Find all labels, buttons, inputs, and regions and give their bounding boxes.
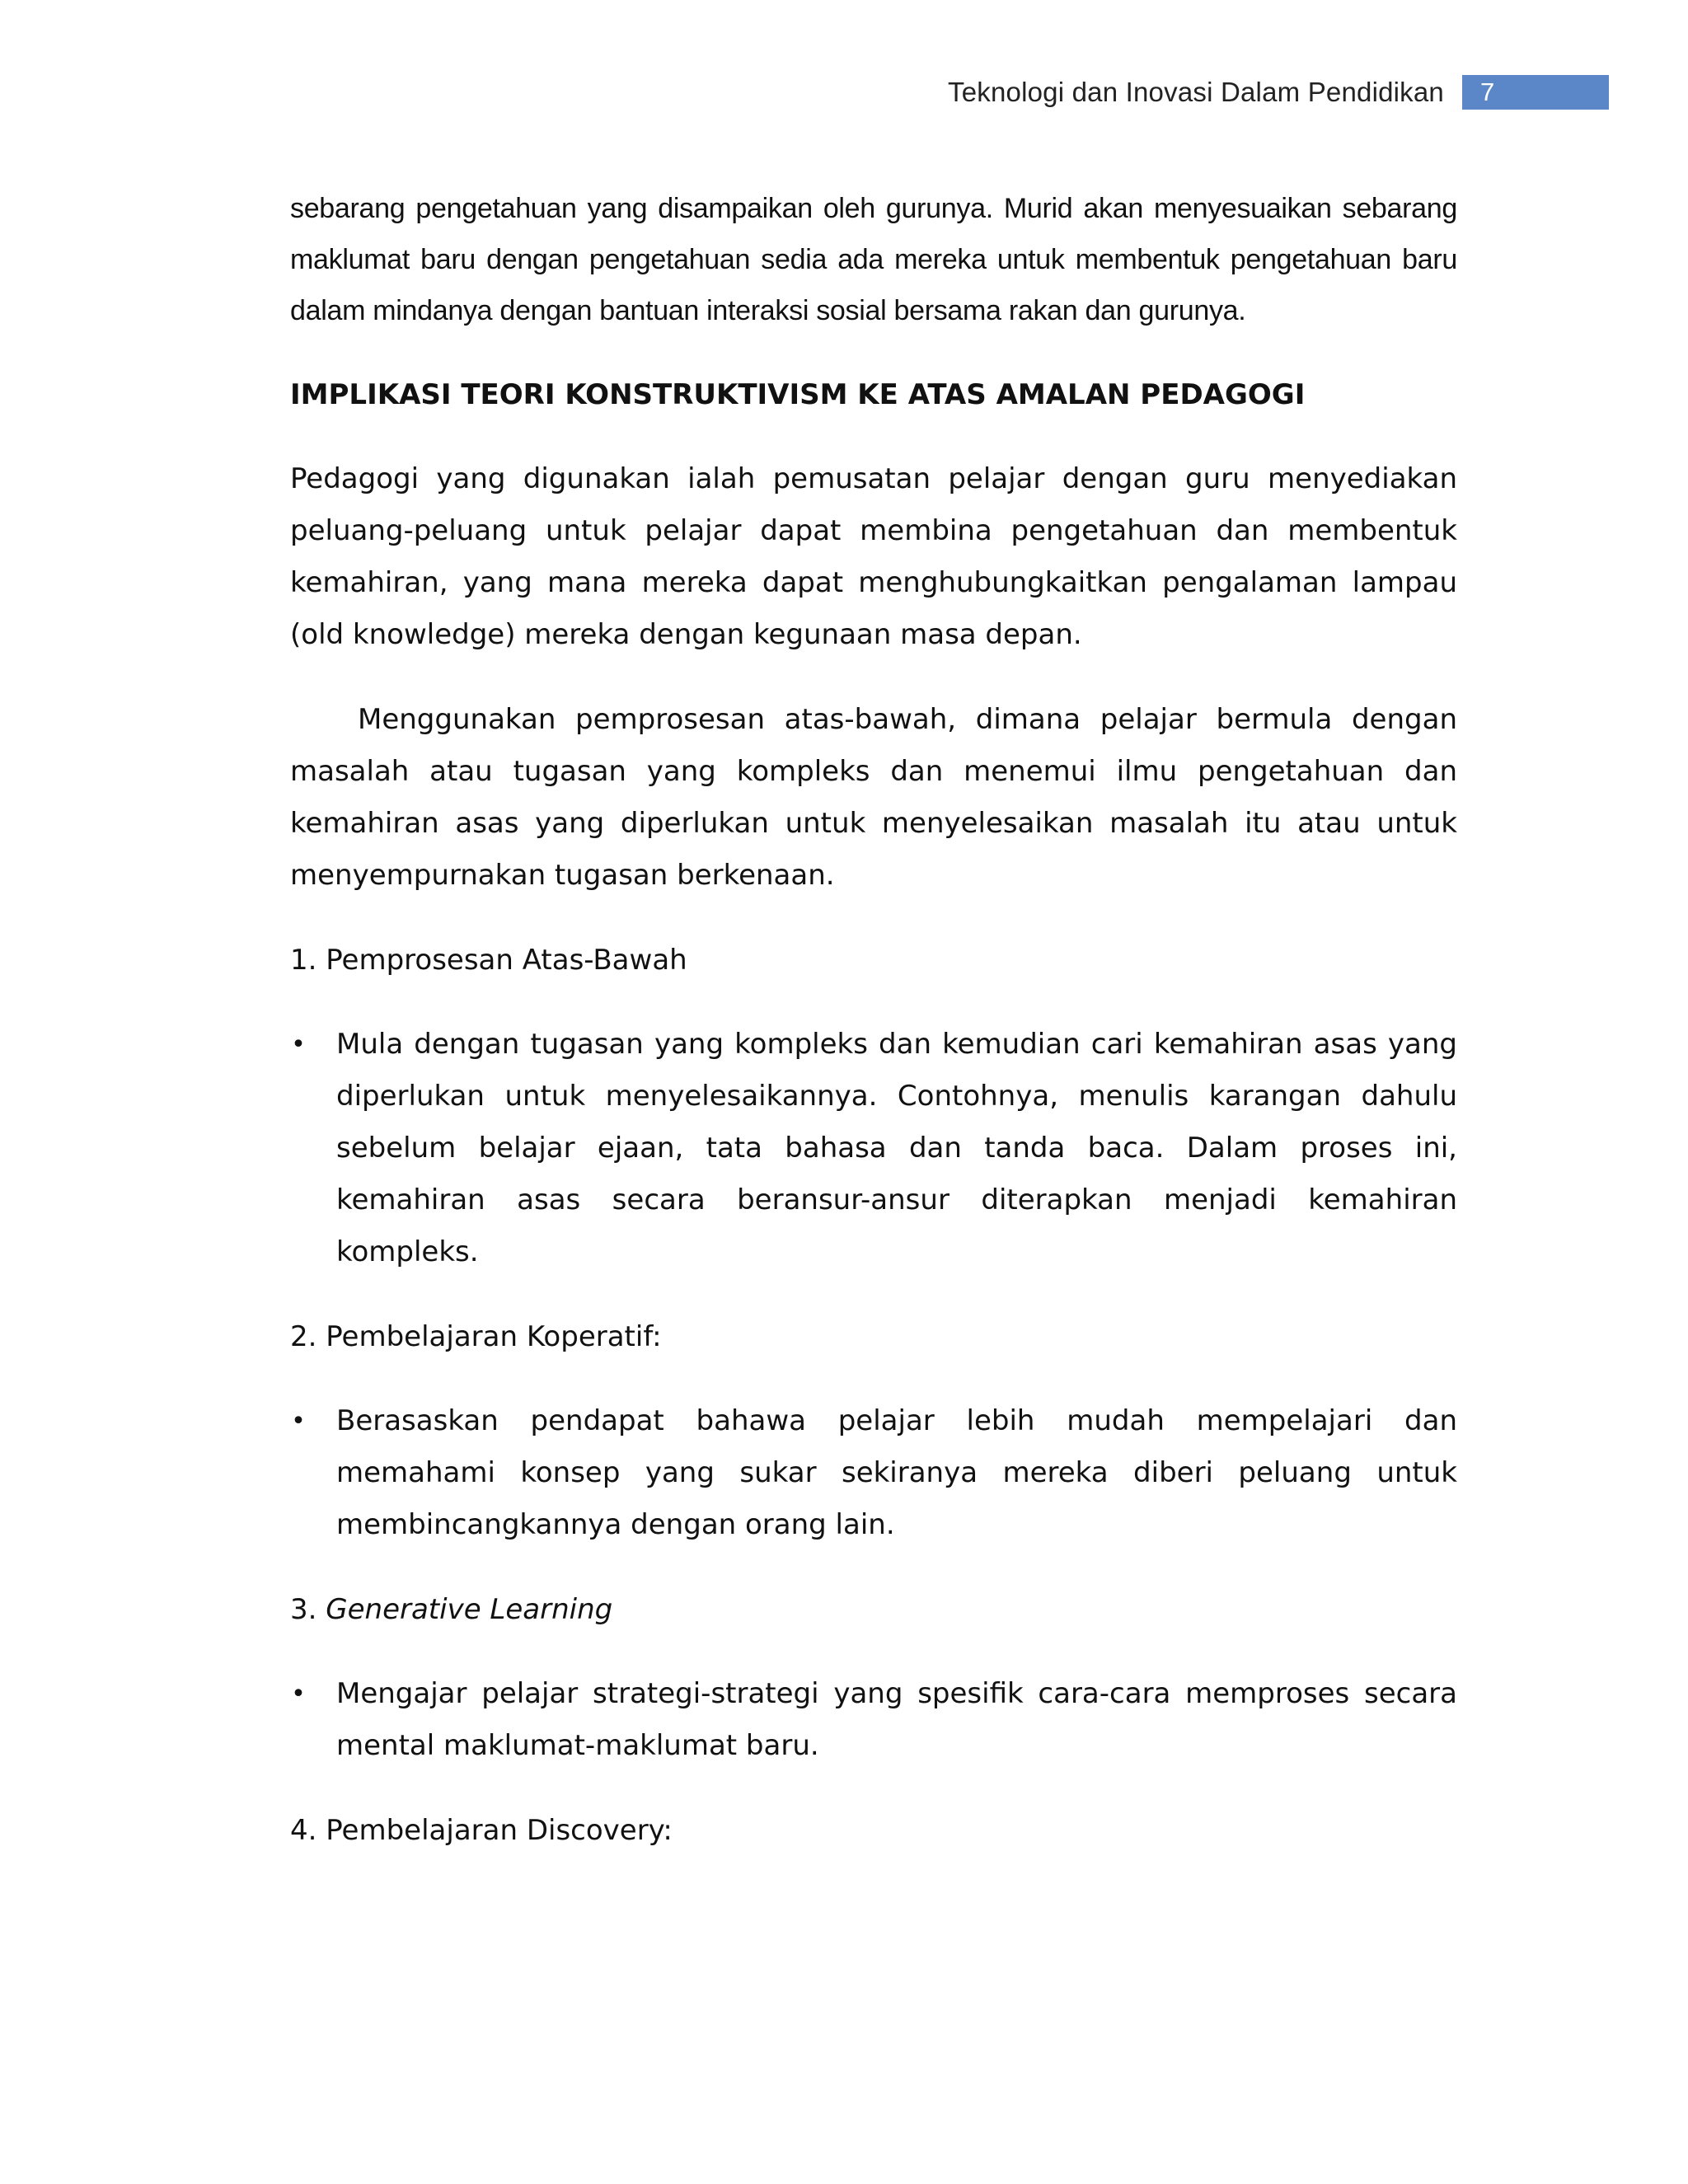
bullet-icon: •	[291, 1030, 306, 1059]
body-paragraph-1: Pedagogi yang digunakan ialah pemusatan pelajar dengan guru menyediakan peluang-peluang untuk pelajar dapat membina pengetahuan dan membentuk kemahiran, yang mana mereka dapat menghubungkaitkan pengalaman lampau (old knowledge) mereka dengan kegunaan masa depan.	[290, 462, 1457, 651]
list-item-heading-2	[290, 1311, 1457, 1362]
list-item-title: Pemprosesan Atas-Bawah	[326, 944, 687, 977]
list-item-number: 2.	[290, 1320, 317, 1353]
bullet-item-1	[290, 1019, 1457, 1278]
bullet-text: Berasaskan pendapat bahawa pelajar lebih mudah mempelajari dan memahami konsep yang sukar sekiranya mereka diberi peluang untuk membincangkannya dengan orang lain.	[336, 1404, 1457, 1541]
section-heading: IMPLIKASI TEORI KONSTRUKTIVISM KE ATAS AMALAN PEDAGOGI	[290, 378, 1306, 411]
page-number-badge: 7	[1462, 75, 1609, 110]
intro-paragraph: sebarang pengetahuan yang disampaikan oleh gurunya. Murid akan menyesuaikan sebarang maklumat baru dengan pengetahuan sedia ada mereka untuk membentuk pengetahuan baru dalam mindanya dengan bantuan interaksi sosial bersama rakan dan gurunya.	[290, 193, 1457, 326]
body-paragraph-2: Menggunakan pemprosesan atas-bawah, dimana pelajar bermula dengan masalah atau tugasan yang kompleks dan menemui ilmu pengetahuan dan kemahiran asas yang diperlukan untuk menyelesaikan masalah itu atau untuk menyempurnakan tugasan berkenaan.	[290, 703, 1457, 892]
list-item-title: Pembelajaran Discovery:	[326, 1814, 673, 1847]
bullet-item-3	[290, 1668, 1457, 1772]
list-item-heading-3	[290, 1584, 1457, 1635]
bullet-text: Mula dengan tugasan yang kompleks dan kemudian cari kemahiran asas yang diperlukan untuk menyelesaikannya. Contohnya, menulis karangan dahulu sebelum belajar ejaan, tata bahasa dan tanda baca. Dalam proses ini, kemahiran asas secara beransur-ansur diterapkan menjadi kemahiran kompleks.	[336, 1028, 1457, 1268]
list-item-number: 1.	[290, 944, 317, 977]
bullet-text: Mengajar pelajar strategi-strategi yang spesifik cara-cara memproses secara mental maklumat-maklumat baru.	[336, 1677, 1457, 1762]
list-item-heading-1	[290, 935, 1457, 986]
page-header	[948, 74, 1609, 110]
list-item-title: Generative Learning	[326, 1593, 613, 1626]
list-item-number: 4.	[290, 1814, 317, 1847]
list-item-title: Pembelajaran Koperatif:	[326, 1320, 662, 1353]
running-header-title: Teknologi dan Inovasi Dalam Pendidikan	[948, 77, 1444, 107]
bullet-icon: •	[291, 1407, 306, 1436]
list-item-number: 3.	[290, 1593, 317, 1626]
bullet-icon: •	[291, 1680, 306, 1708]
list-item-heading-4	[290, 1805, 1457, 1856]
bullet-item-2	[290, 1395, 1457, 1551]
page-content	[290, 183, 1457, 1856]
